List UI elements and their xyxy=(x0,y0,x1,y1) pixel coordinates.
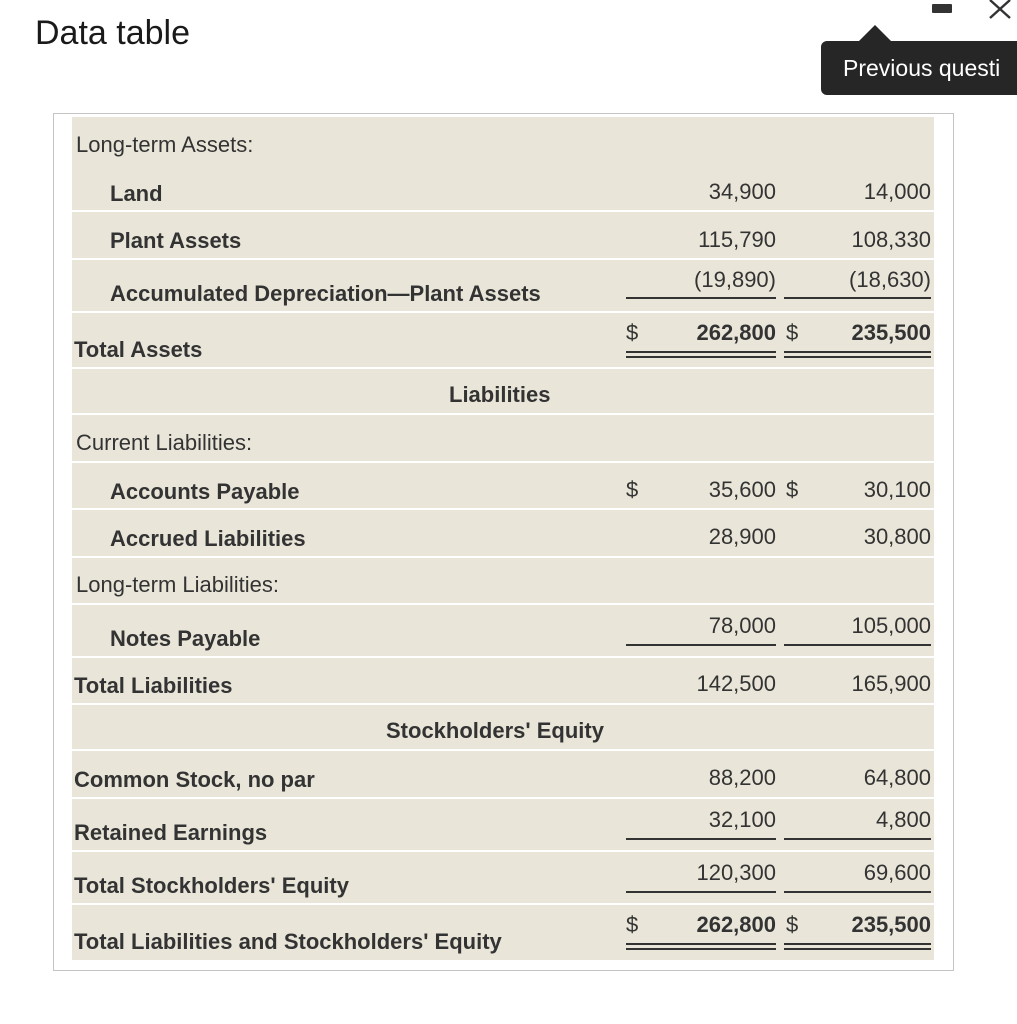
total-assets-dollar-2: $ xyxy=(786,320,799,345)
land-value-1: 34,900 xyxy=(708,179,776,204)
subtotal-underline xyxy=(626,838,776,840)
accounts-payable-value-1: 35,600 xyxy=(708,477,776,502)
total-liabilities-equity-dollar-2: $ xyxy=(786,912,799,937)
row-separator xyxy=(72,903,934,905)
accrued-liabilities-value-1: 28,900 xyxy=(708,524,776,549)
total-liabilities-value-2: 165,900 xyxy=(851,671,931,696)
minimize-icon[interactable] xyxy=(932,4,952,13)
long-term-liabilities-header: Long-term Liabilities: xyxy=(76,572,279,597)
subtotal-underline xyxy=(626,891,776,893)
total-liabilities-equity-label: Total Liabilities and Stockholders' Equity xyxy=(74,929,502,954)
page-title: Data table xyxy=(35,14,190,52)
common-stock-label: Common Stock, no par xyxy=(74,767,315,792)
common-stock-value-2: 64,800 xyxy=(863,765,931,790)
subtotal-underline xyxy=(784,644,931,646)
notes-payable-label: Notes Payable xyxy=(110,626,261,651)
total-double-underline xyxy=(626,943,776,950)
row-separator xyxy=(72,603,934,605)
accounts-payable-dollar-1: $ xyxy=(626,477,639,502)
long-term-assets-header: Long-term Assets: xyxy=(76,132,254,157)
total-double-underline xyxy=(784,351,931,358)
total-assets-value-1: 262,800 xyxy=(696,320,776,345)
total-liabilities-equity-value-2: 235,500 xyxy=(851,912,931,937)
retained-earnings-value-1: 32,100 xyxy=(708,807,776,832)
row-separator xyxy=(72,749,934,751)
land-label: Land xyxy=(110,181,163,206)
previous-question-button[interactable]: Previous questi xyxy=(821,41,1017,95)
notes-payable-value-2: 105,000 xyxy=(851,613,931,638)
total-double-underline xyxy=(784,943,931,950)
row-separator xyxy=(72,797,934,799)
accumulated-depreciation-value-1: (19,890) xyxy=(694,267,776,292)
total-liabilities-label: Total Liabilities xyxy=(74,673,233,698)
close-icon[interactable] xyxy=(986,0,1014,20)
subtotal-underline xyxy=(784,838,931,840)
subtotal-underline xyxy=(626,644,776,646)
row-separator xyxy=(72,461,934,463)
total-equity-value-2: 69,600 xyxy=(863,860,931,885)
accounts-payable-value-2: 30,100 xyxy=(863,477,931,502)
subtotal-underline xyxy=(784,297,931,299)
accrued-liabilities-label: Accrued Liabilities xyxy=(110,526,306,551)
row-separator xyxy=(72,367,934,369)
row-separator xyxy=(72,413,934,415)
total-liabilities-equity-value-1: 262,800 xyxy=(696,912,776,937)
total-equity-label: Total Stockholders' Equity xyxy=(74,873,349,898)
plant-assets-value-1: 115,790 xyxy=(698,227,776,252)
row-separator xyxy=(72,556,934,558)
accounts-payable-dollar-2: $ xyxy=(786,477,799,502)
current-liabilities-header: Current Liabilities: xyxy=(76,430,253,455)
plant-assets-label: Plant Assets xyxy=(110,228,242,253)
equity-heading: Stockholders' Equity xyxy=(386,718,604,743)
total-liabilities-equity-dollar-1: $ xyxy=(626,912,639,937)
subtotal-underline xyxy=(626,297,776,299)
accumulated-depreciation-label: Accumulated Depreciation—Plant Assets xyxy=(110,281,541,306)
notes-payable-value-1: 78,000 xyxy=(708,613,776,638)
total-assets-dollar-1: $ xyxy=(626,320,639,345)
tooltip-arrow xyxy=(858,25,892,42)
total-assets-label: Total Assets xyxy=(74,337,203,362)
row-separator xyxy=(72,210,934,212)
retained-earnings-value-2: 4,800 xyxy=(875,807,931,832)
total-liabilities-value-1: 142,500 xyxy=(696,671,776,696)
plant-assets-value-2: 108,330 xyxy=(851,227,931,252)
row-separator xyxy=(72,508,934,510)
subtotal-underline xyxy=(784,891,931,893)
total-assets-value-2: 235,500 xyxy=(851,320,931,345)
row-separator xyxy=(72,258,934,260)
row-separator xyxy=(72,311,934,313)
accounts-payable-label: Accounts Payable xyxy=(110,479,300,504)
accrued-liabilities-value-2: 30,800 xyxy=(863,524,931,549)
row-separator xyxy=(72,850,934,852)
common-stock-value-1: 88,200 xyxy=(708,765,776,790)
accumulated-depreciation-value-2: (18,630) xyxy=(849,267,931,292)
row-separator xyxy=(72,703,934,705)
liabilities-heading: Liabilities xyxy=(449,382,551,407)
total-double-underline xyxy=(626,351,776,358)
total-equity-value-1: 120,300 xyxy=(696,860,776,885)
row-separator xyxy=(72,656,934,658)
retained-earnings-label: Retained Earnings xyxy=(74,820,268,845)
land-value-2: 14,000 xyxy=(863,179,931,204)
